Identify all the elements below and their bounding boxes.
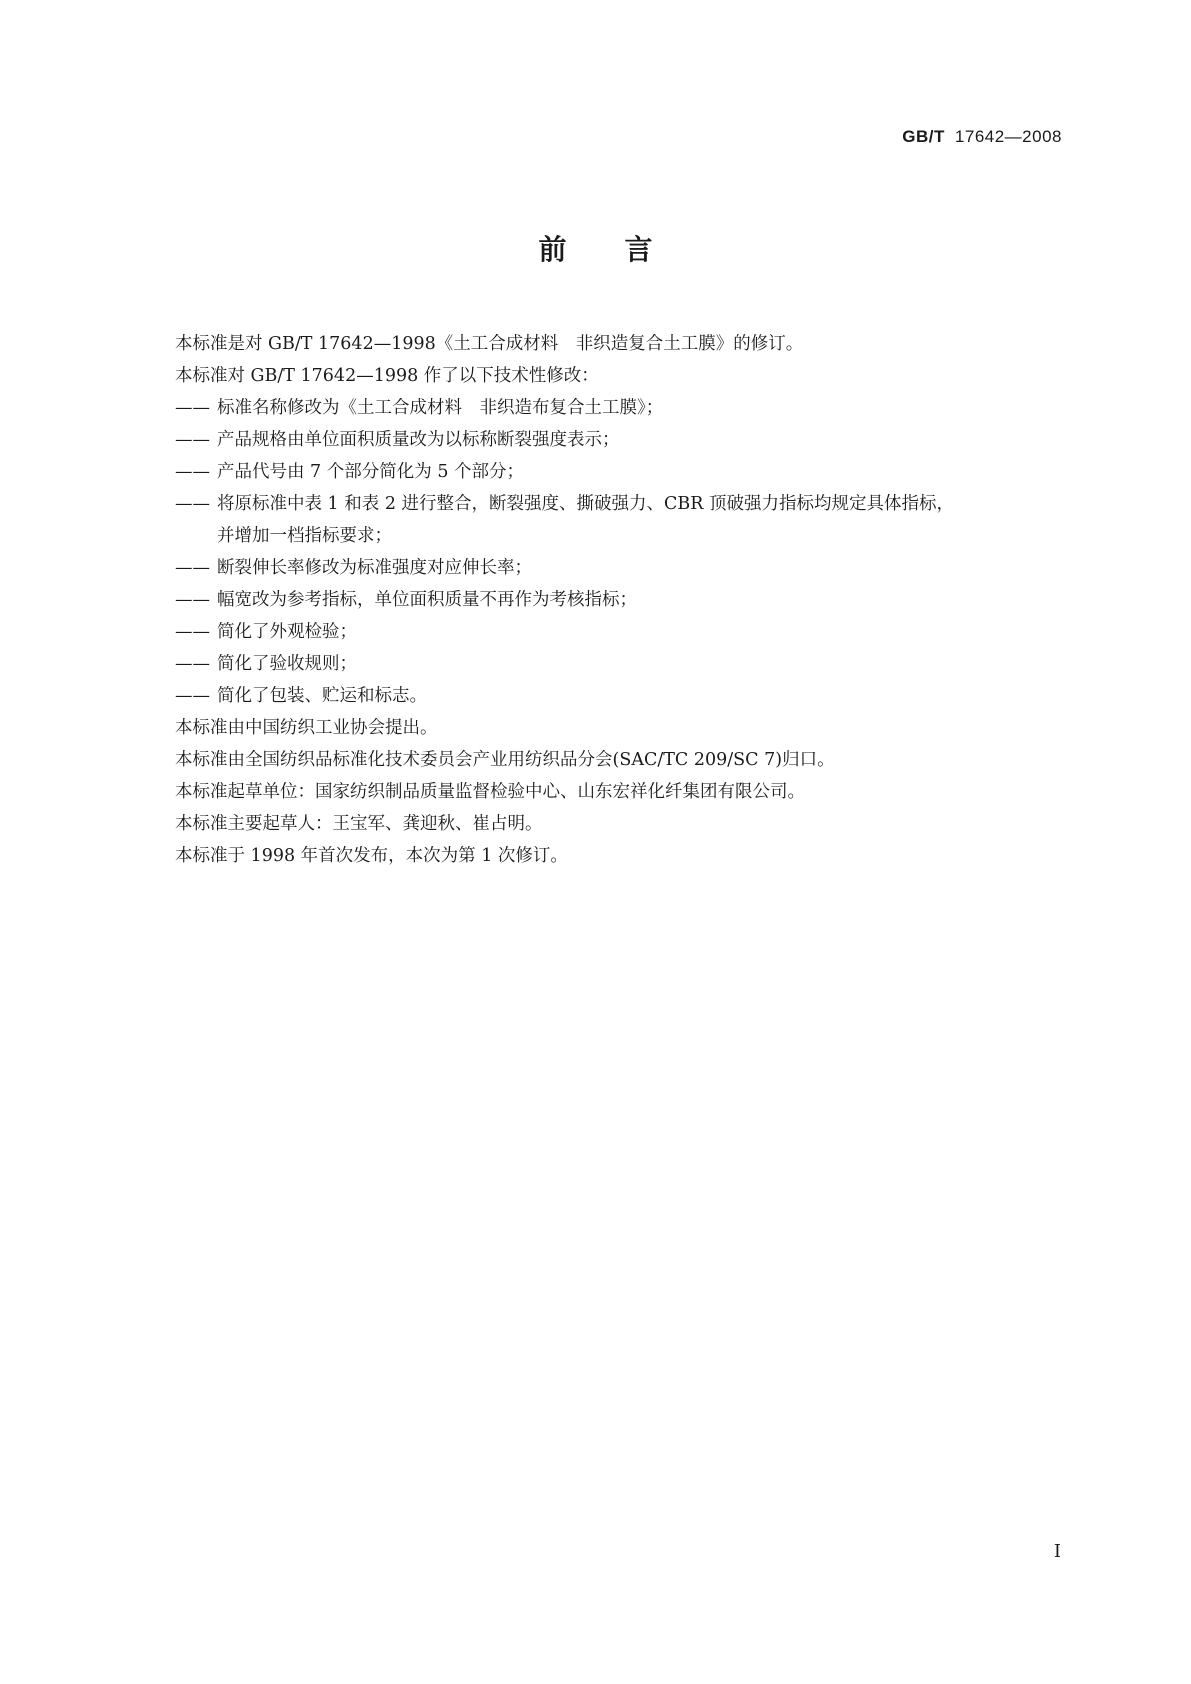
standard-code (902, 127, 1062, 147)
list-item: —— 幅宽改为参考指标，单位面积质量不再作为考核指标； (175, 584, 1075, 616)
dash-marker: —— (175, 430, 210, 450)
paragraph-technical-committee: 本标准由全国纺织品标准化技术委员会产业用纺织品分会(SAC/TC 209/SC 7)归口。 (175, 750, 835, 770)
paragraph-changes-intro: 本标准对 GB/T 17642—1998 作了以下技术性修改： (175, 366, 599, 386)
list-item: —— 简化了验收规则； (175, 648, 1075, 680)
list-item: —— 简化了包装、贮运和标志。 (175, 680, 1075, 712)
list-item: —— 将原标准中表 1 和表 2 进行整合，断裂强度、撕破强力、CBR 顶破强力指标均规定具体指标， (175, 488, 1075, 520)
list-item: —— 产品规格由单位面积质量改为以标称断裂强度表示； (175, 424, 1075, 456)
standard-prefix: GB/T (902, 127, 945, 146)
list-item: —— 断裂伸长率修改为标准强度对应伸长率； (175, 552, 1075, 584)
dash-marker: —— (175, 462, 210, 482)
dash-marker: —— (175, 494, 210, 514)
list-item: —— 产品代号由 7 个部分简化为 5 个部分； (175, 456, 1075, 488)
page-title: 前言 (538, 233, 711, 266)
dash-marker: —— (175, 622, 210, 642)
dash-marker: —— (175, 686, 210, 706)
document-body (175, 328, 1075, 872)
list-item-continuation: 并增加一档指标要求； (217, 526, 392, 546)
dash-marker: —— (175, 558, 210, 578)
paragraph-drafters: 本标准主要起草人：王宝军、龚迎秋、崔占明。 (175, 814, 543, 834)
paragraph-publication-history: 本标准于 1998 年首次发布，本次为第 1 次修订。 (175, 846, 568, 866)
paragraph-drafting-units: 本标准起草单位：国家纺织制品质量监督检验中心、山东宏祥化纤集团有限公司。 (175, 782, 805, 802)
paragraph-revision: 本标准是对 GB/T 17642—1998《土工合成材料 非织造复合土工膜》的修订。 (175, 334, 804, 354)
dash-marker: —— (175, 590, 210, 610)
paragraph-proposer: 本标准由中国纺织工业协会提出。 (175, 718, 438, 738)
list-item: —— 简化了外观检验； (175, 616, 1075, 648)
dash-marker: —— (175, 398, 210, 418)
standard-number: 17642—2008 (954, 127, 1062, 146)
list-item: —— 标准名称修改为《土工合成材料 非织造布复合土工膜》； (175, 392, 1075, 424)
dash-marker: —— (175, 654, 210, 674)
page-number: I (1053, 1541, 1061, 1562)
